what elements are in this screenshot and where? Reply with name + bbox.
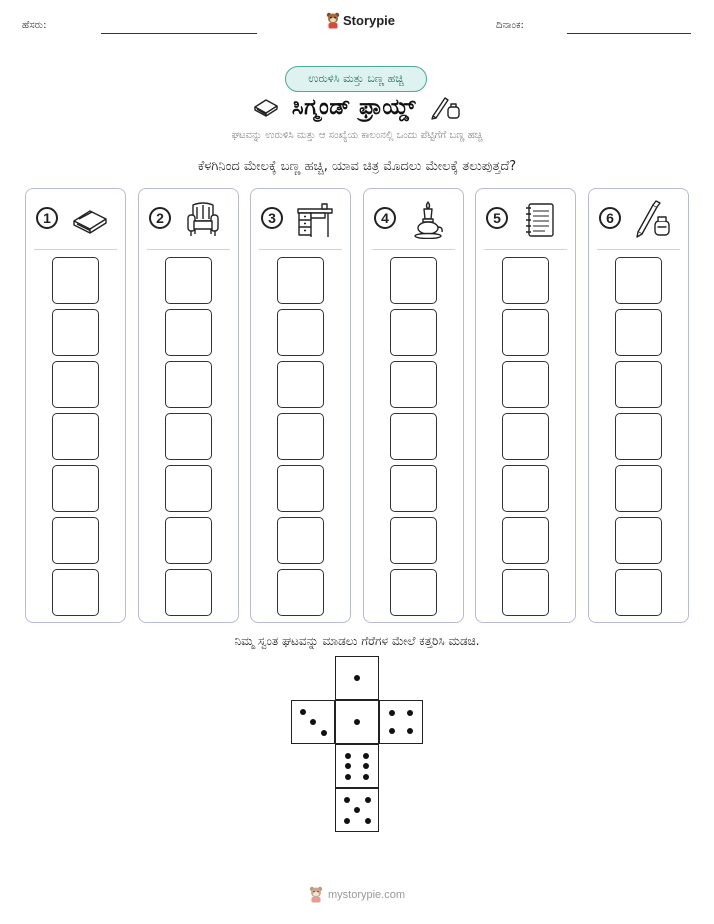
color-box[interactable] bbox=[502, 413, 549, 460]
color-box[interactable] bbox=[615, 465, 662, 512]
desk-icon bbox=[295, 199, 335, 239]
footer bbox=[0, 886, 714, 903]
color-box[interactable] bbox=[502, 569, 549, 616]
color-box[interactable] bbox=[165, 309, 212, 356]
color-box[interactable] bbox=[615, 309, 662, 356]
color-box[interactable] bbox=[615, 361, 662, 408]
pip bbox=[363, 763, 369, 769]
date-label: ದಿನಾಂಕ: bbox=[496, 20, 524, 31]
pip bbox=[389, 728, 395, 734]
dice-face-1 bbox=[335, 700, 379, 744]
pip bbox=[310, 719, 316, 725]
color-box[interactable] bbox=[277, 413, 324, 460]
pip bbox=[389, 710, 395, 716]
footer-url[interactable]: mystorypie.com bbox=[327, 888, 406, 901]
pip bbox=[345, 753, 351, 759]
column-divider bbox=[147, 249, 230, 250]
color-box[interactable] bbox=[52, 413, 99, 460]
pip bbox=[300, 709, 306, 715]
name-line bbox=[101, 33, 257, 34]
pip bbox=[365, 818, 371, 824]
notepad-icon bbox=[520, 199, 560, 239]
activity-badge: ಉರುಳಿಸಿ ಮತ್ತು ಬಣ್ಣ ಹಚ್ಚಿ bbox=[285, 66, 427, 92]
dice-face-5 bbox=[335, 788, 379, 832]
color-box[interactable] bbox=[165, 517, 212, 564]
book-icon bbox=[252, 95, 280, 119]
column-6 bbox=[588, 188, 689, 623]
color-box[interactable] bbox=[615, 517, 662, 564]
dice-face-3 bbox=[291, 700, 335, 744]
column-1 bbox=[25, 188, 126, 623]
color-box[interactable] bbox=[390, 413, 437, 460]
pen-and-inkwell-icon bbox=[428, 94, 462, 120]
instructions-subtitle: ಘಟವನ್ನು ಉರುಳಿಸಿ ಮತ್ತು ಆ ಸಂಖ್ಯೆಯ ಕಾಲಂನಲ್ಲಿ ಒಂದು ಪೆಟ್ಟಿಗೆಗೆ ಬಣ್ಣ ಹಚ್ಚಿ bbox=[231, 130, 483, 141]
color-box[interactable] bbox=[277, 465, 324, 512]
pip bbox=[363, 774, 369, 780]
column-number: 1 bbox=[36, 207, 58, 229]
column-divider bbox=[259, 249, 342, 250]
pip bbox=[365, 797, 371, 803]
color-box[interactable] bbox=[502, 257, 549, 304]
column-5 bbox=[475, 188, 576, 623]
color-box[interactable] bbox=[390, 361, 437, 408]
column-divider bbox=[484, 249, 567, 250]
storypie-mascot-icon bbox=[326, 12, 340, 29]
pip bbox=[344, 818, 350, 824]
pip bbox=[321, 730, 327, 736]
pip bbox=[344, 797, 350, 803]
name-label: ಹೆಸರು: bbox=[22, 20, 47, 31]
column-number: 3 bbox=[261, 207, 283, 229]
dice-face-6 bbox=[335, 744, 379, 788]
color-box[interactable] bbox=[165, 569, 212, 616]
pip bbox=[407, 710, 413, 716]
color-box[interactable] bbox=[390, 465, 437, 512]
color-box[interactable] bbox=[165, 465, 212, 512]
color-box[interactable] bbox=[502, 309, 549, 356]
pip bbox=[345, 774, 351, 780]
color-box[interactable] bbox=[52, 361, 99, 408]
pip bbox=[345, 763, 351, 769]
color-box[interactable] bbox=[502, 465, 549, 512]
cut-instruction: ನಿಮ್ಮ ಸ್ವಂತ ಘಟವನ್ನು ಮಾಡಲು ಗೆರೆಗಳ ಮೇಲೆ ಕತ್ತರಿಸಿ ಮಡಚಿ. bbox=[234, 634, 480, 648]
pen-and-inkwell-icon bbox=[633, 199, 673, 239]
game-question: ಕೆಳಗಿನಿಂದ ಮೇಲಕ್ಕೆ ಬಣ್ಣ ಹಚ್ಚಿ, ಯಾವ ಚಿತ್ರ ಮೊದಲು ಮೇಲಕ್ಕೆ ತಲುಪುತ್ತದೆ? bbox=[197, 159, 517, 174]
pip bbox=[363, 753, 369, 759]
color-box[interactable] bbox=[52, 257, 99, 304]
brand-name: Storypie bbox=[343, 13, 396, 28]
color-box[interactable] bbox=[165, 361, 212, 408]
column-divider bbox=[34, 249, 117, 250]
oil-lamp-icon bbox=[408, 199, 448, 239]
color-box[interactable] bbox=[52, 569, 99, 616]
color-box[interactable] bbox=[390, 309, 437, 356]
dice-face-1 bbox=[335, 656, 379, 700]
color-box[interactable] bbox=[502, 517, 549, 564]
column-number: 5 bbox=[486, 207, 508, 229]
page-title: ಸಿಗ್ಮಂಡ್ ಫ್ರಾಯ್ಡ್ bbox=[291, 94, 417, 120]
color-box[interactable] bbox=[52, 309, 99, 356]
color-box[interactable] bbox=[615, 569, 662, 616]
title-row bbox=[0, 94, 714, 120]
color-box[interactable] bbox=[277, 569, 324, 616]
color-box[interactable] bbox=[615, 413, 662, 460]
color-box[interactable] bbox=[390, 517, 437, 564]
color-box[interactable] bbox=[277, 309, 324, 356]
color-box[interactable] bbox=[165, 257, 212, 304]
armchair-icon bbox=[183, 199, 223, 239]
column-divider bbox=[597, 249, 680, 250]
color-box[interactable] bbox=[277, 257, 324, 304]
pip bbox=[354, 675, 360, 681]
pip bbox=[354, 807, 360, 813]
column-number: 4 bbox=[374, 207, 396, 229]
color-box[interactable] bbox=[277, 361, 324, 408]
column-4 bbox=[363, 188, 464, 623]
column-number: 6 bbox=[599, 207, 621, 229]
column-3 bbox=[250, 188, 351, 623]
pip bbox=[354, 719, 360, 725]
color-box[interactable] bbox=[615, 257, 662, 304]
brand-logo bbox=[326, 12, 395, 29]
column-2 bbox=[138, 188, 239, 623]
column-divider bbox=[372, 249, 455, 250]
storypie-mascot-icon bbox=[309, 886, 323, 903]
color-box[interactable] bbox=[52, 517, 99, 564]
color-box[interactable] bbox=[390, 257, 437, 304]
column-number: 2 bbox=[149, 207, 171, 229]
dice-face-4 bbox=[379, 700, 423, 744]
color-box[interactable] bbox=[52, 465, 99, 512]
pip bbox=[407, 728, 413, 734]
color-box[interactable] bbox=[390, 569, 437, 616]
date-line bbox=[567, 33, 691, 34]
book-icon bbox=[70, 199, 110, 239]
color-box[interactable] bbox=[502, 361, 549, 408]
color-box[interactable] bbox=[277, 517, 324, 564]
color-box[interactable] bbox=[165, 413, 212, 460]
